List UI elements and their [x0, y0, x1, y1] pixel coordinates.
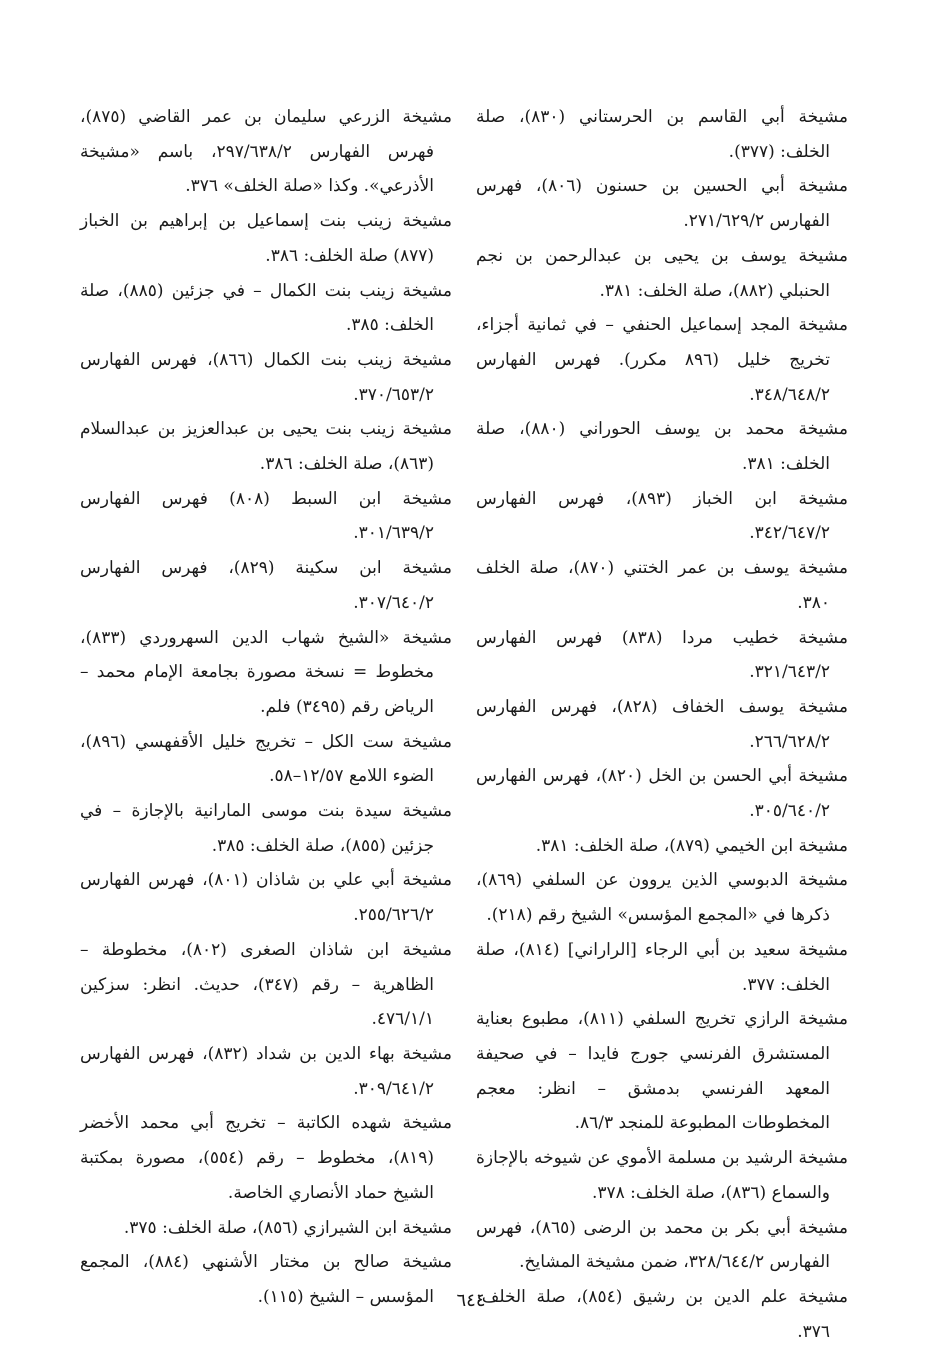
- bibliography-entry: مشيخة ابن شاذان الصغرى (٨٠٢)، مخطوطة – الظاهرية – رقم (٣٤٧)، حديث. انظر: سزكين ٤٧٦/١/١.: [80, 939, 452, 1030]
- bibliography-entry: مشيخة ابن الخيمي (٨٧٩)، صلة الخلف: ٣٨١.: [535, 835, 848, 856]
- bibliography-entry: مشيخة أبي القاسم بن الحرستاني (٨٣٠)، صلة الخلف: (٣٧٧).: [476, 107, 849, 162]
- bibliography-entry: مشيخة ابن السبط (٨٠٨) فهرس الفهارس ٣٠١/٦٣٩/٢.: [80, 488, 452, 544]
- bibliography-entry: مشيخة الدبوسي الذين يروون عن السلفي (٨٦٩)، ذكرها في «المجمع المؤسس» الشيخ رقم (٢١٨).: [476, 870, 848, 926]
- bibliography-entry: مشيخة أبي علي بن شاذان (٨٠١)، فهرس الفهارس ٢٥٥/٦٢٦/٢.: [80, 870, 452, 926]
- bibliography-entry: مشيخة ابن الخباز (٨٩٣)، فهرس الفهارس ٣٤٢/٦٤٧/٢.: [476, 488, 848, 544]
- bibliography-entry: مشيخة ابن سكينة (٨٢٩)، فهرس الفهارس ٣٠٧/٦٤٠/٢.: [80, 558, 452, 613]
- bibliography-entry: مشيخة ابن الشيرازي (٨٥٦)، صلة الخلف: ٣٧٥.: [123, 1217, 452, 1238]
- bibliography-entry: مشيخة الزرعي سليمان بن عمر القاضي (٨٧٥)، فهرس الفهارس ٢٩٧/٦٣٨/٢، باسم «مشيخة الأذرعي». وكذا «صلة الخلف» ٣٧٦.: [80, 107, 452, 197]
- bibliography-entry: مشيخة زينب بنت الكمال (٨٦٦)، فهرس الفهارس ٣٧٠/٦٥٣/٢.: [80, 349, 452, 405]
- bibliography-entry: مشيخة محمد بن يوسف الحوراني (٨٨٠)، صلة الخلف: ٣٨١.: [476, 419, 848, 475]
- bibliography-entry: مشيخة يوسف الخفاف (٨٢٨)، فهرس الفهارس ٢٦٦/٦٢٨/٢.: [476, 696, 848, 752]
- bibliography-entry: مشيخة يوسف بن عمر الختني (٨٧٠)، صلة الخلف ٣٨٠.: [476, 558, 848, 613]
- bibliography-entry: مشيخة خطيب مردا (٨٣٨) فهرس الفهارس ٣٢١/٦٤٣/٢.: [476, 627, 849, 683]
- bibliography-entry: مشيخة زينب بنت الكمال – في جزئين (٨٨٥)، صلة الخلف: ٣٨٥.: [80, 280, 452, 336]
- bibliography-entry: مشيخة المجد إسماعيل الحنفي – في ثمانية أجزاء، تخريج خليل (٨٩٦ مكرر). فهرس الفهارس ٣٤٨/٦٤٨/٢.: [476, 315, 848, 405]
- bibliography-entry: مشيخة سعيد بن أبي الرجاء [الراراني] (٨١٤)، صلة الخلف: ٣٧٧.: [476, 939, 848, 995]
- right-column: [476, 100, 848, 1349]
- bibliography-entry: مشيخة أبي الحسين بن حسنون (٨٠٦)، فهرس الفهارس ٢٧١/٦٢٩/٢.: [476, 176, 848, 232]
- page-number: ٦٤٤: [456, 1290, 486, 1311]
- bibliography-entry: مشيخة ست الكل – تخريج خليل الأقفهسي (٨٩٦)، الضوء اللامع ١٢/٥٧–٥٨.: [80, 731, 452, 787]
- bibliography-entry: مشيخة الرازي تخريج السلفي (٨١١)، مطبوع بعناية المستشرق الفرنسي جورج فايدا – في صحيفة المعهد الفرنسي بدمشق – انظر: معجم المخطوطات المطبوعة للمنجد ٨٦/٣.: [476, 1009, 849, 1134]
- bibliography-entry: مشيخة زينب بنت إسماعيل بن إبراهيم بن الخباز (٨٧٧) صلة الخلف: ٣٨٦.: [80, 211, 452, 266]
- left-column: [80, 100, 452, 1315]
- bibliography-entry: مشيخة زينب بنت يحيى بن عبدالعزيز بن عبدالسلام (٨٦٣)، صلة الخلف: ٣٨٦.: [80, 419, 452, 475]
- bibliography-entry: مشيخة شهده الكاتبة – تخريج أبي محمد الأخضر (٨١٩)، مخطوط – رقم (٥٥٤)، مصورة بمكتبة الشيخ حماد الأنصاري الخاصة.: [80, 1113, 452, 1203]
- bibliography-entry: مشيخة الرشيد بن مسلمة الأموي عن شيوخه بالإجازة والسماع (٨٣٦)، صلة الخلف: ٣٧٨.: [476, 1148, 848, 1203]
- bibliography-entry: مشيخة يوسف بن يحيى بن عبدالرحمن بن نجم الحنبلي (٨٨٢)، صلة الخلف: ٣٨١.: [476, 245, 848, 301]
- bibliography-entry: مشيخة صالح بن مختار الأشنهي (٨٨٤)، المجمع المؤسس – الشيخ (١١٥).: [80, 1252, 452, 1307]
- bibliography-entry: مشيخة «الشيخ شهاب الدين السهروردي (٨٣٣)، مخطوط = نسخة مصورة بجامعة الإمام محمد – الرياض رقم (٣٤٩٥) فلم.: [80, 627, 452, 717]
- bibliography-entry: مشيخة علم الدين بن رشيق (٨٥٤)، صلة الخلف: ٣٧٦.: [476, 1286, 848, 1342]
- bibliography-entry: مشيخة سيدة بنت موسى المارانية بالإجازة – في جزئين (٨٥٥)، صلة الخلف: ٣٨٥.: [80, 801, 452, 856]
- bibliography-entry: مشيخة أبي الحسن بن الخل (٨٢٠)، فهرس الفهارس ٣٠٥/٦٤٠/٢.: [476, 766, 848, 822]
- bibliography-entry: مشيخة أبي بكر بن محمد بن الرضى (٨٦٥)، فهرس الفهارس ٣٢٨/٦٤٤/٢، ضمن مشيخة المشايخ.: [476, 1217, 848, 1273]
- bibliography-entry: مشيخة بهاء الدين بن شداد (٨٣٢)، فهرس الفهارس ٣٠٩/٦٤١/٢.: [80, 1043, 452, 1099]
